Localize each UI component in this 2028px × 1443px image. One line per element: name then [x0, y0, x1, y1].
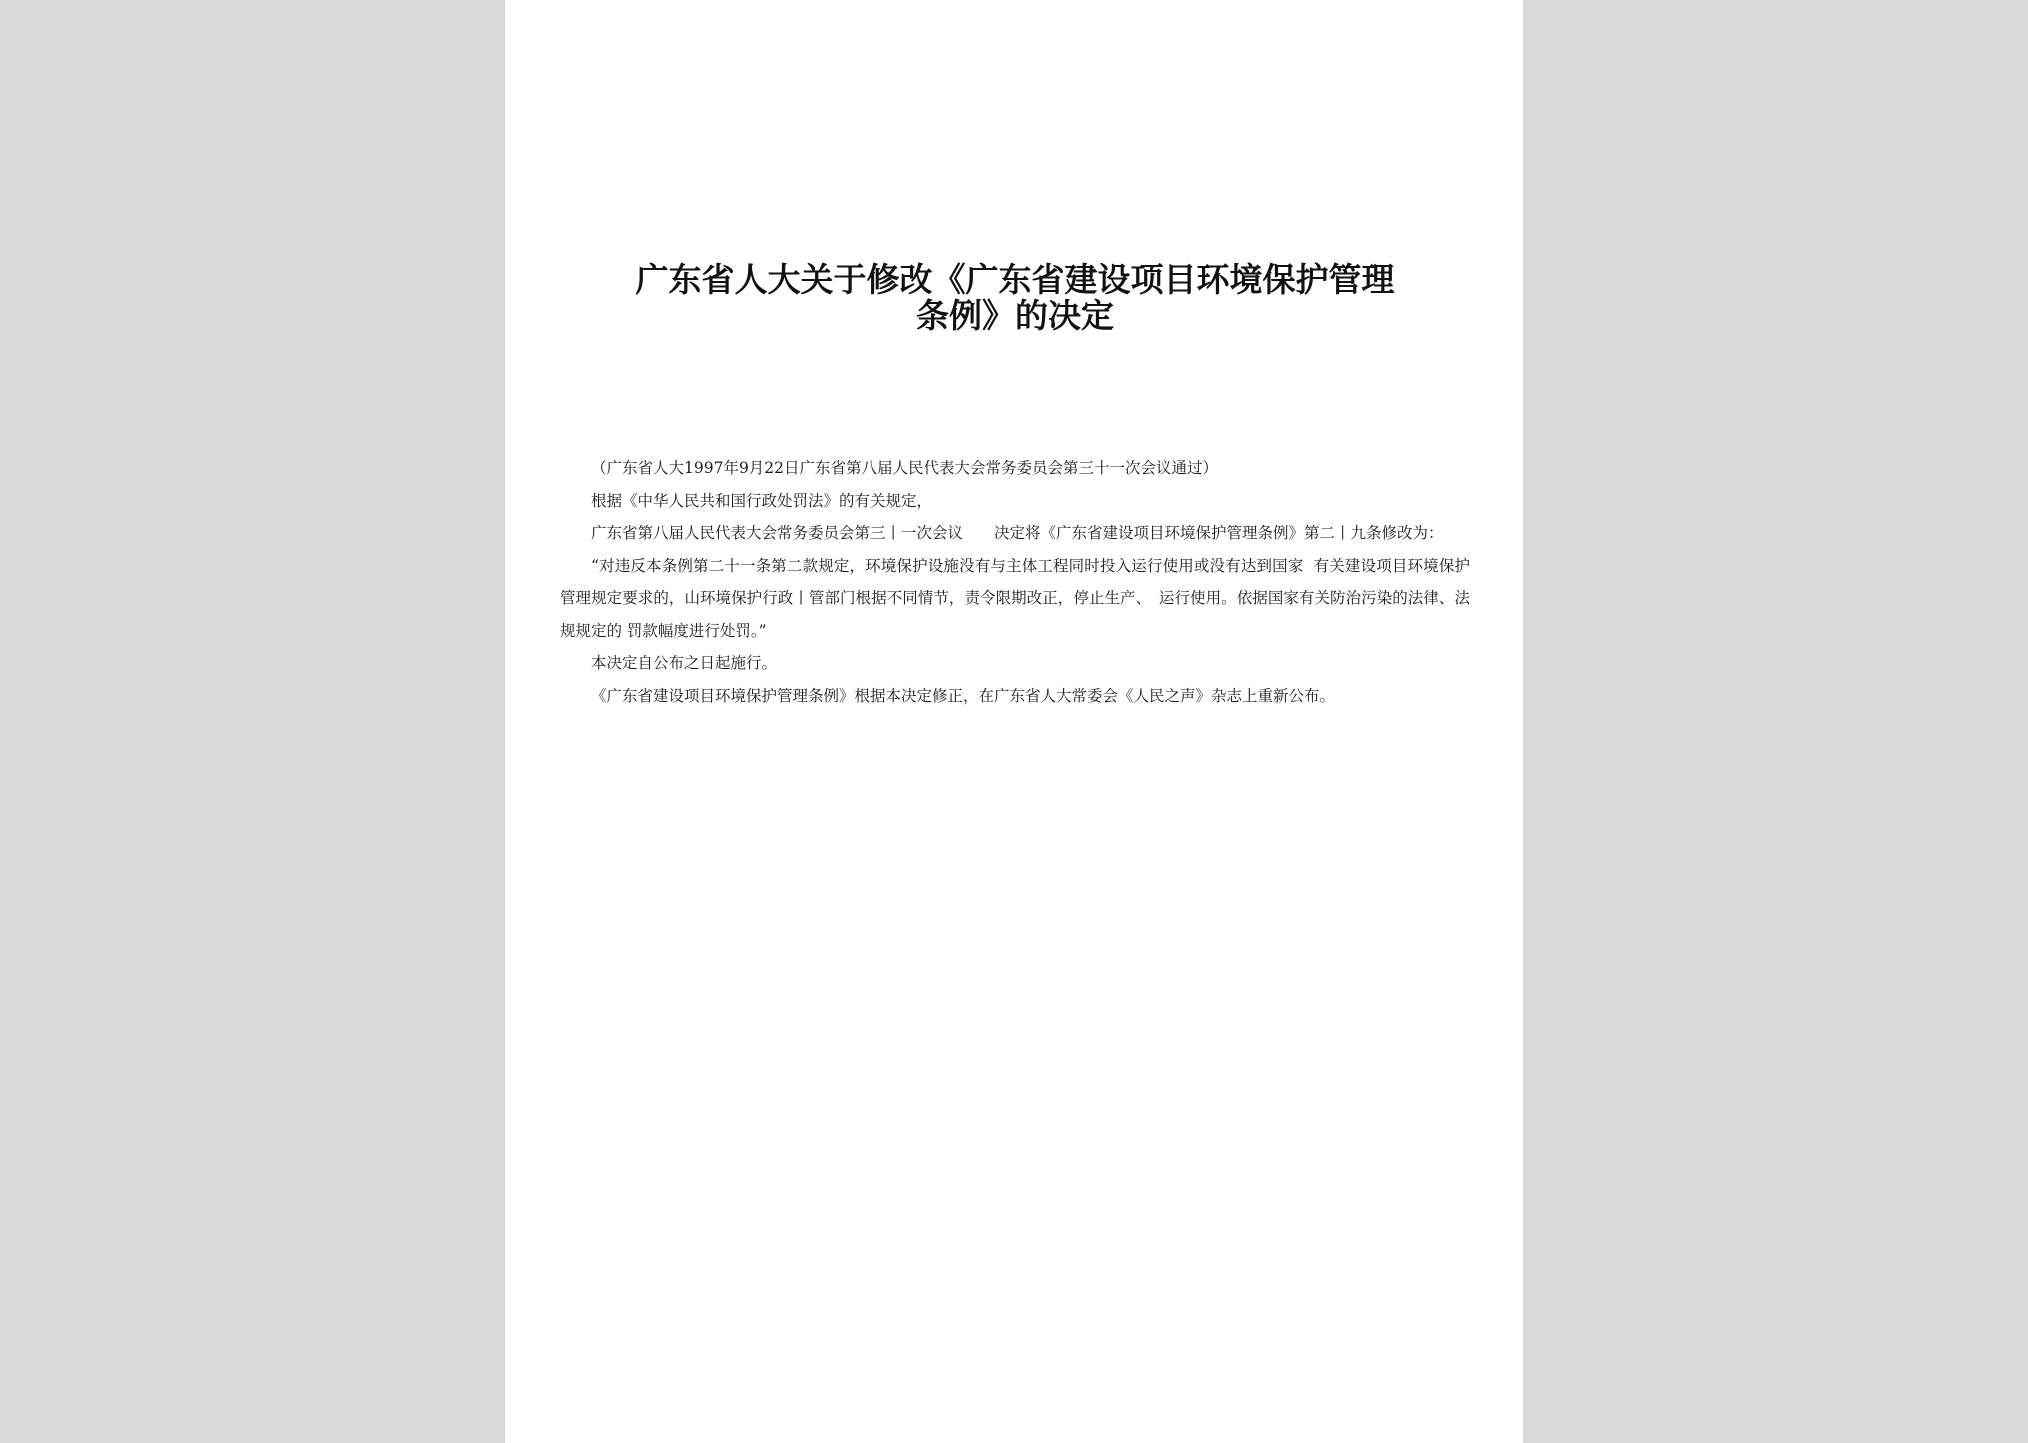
republication-paragraph: 《广东省建设项目环境保护管理条例》根据本决定修正，在广东省人大常委会《人民之声》杂志上重新公布。: [591, 686, 1336, 705]
title-line-2: 条例》的决定: [916, 296, 1114, 335]
amended-article-text: “对违反本条例第二十一条第二款规定，环境保护设施没有与主体工程同时投入运行使用或没有达到国家 有关建设项目环境保护管理规定要求的，山环境保护行政丨管部门根据不同情节，责令限期改正，停止生产、 运行使用。依据国家有关防治污染的法律、法规规定的 罚款幅度进行处罚。”: [560, 556, 1470, 640]
effective-date-paragraph: 本决定自公布之日起施行。: [591, 654, 778, 672]
adoption-note: （广东省人大1997年9月22日广东省第八届人民代表大会常务委员会第三十一次会议通过）: [591, 459, 1219, 477]
title-line-1: 广东省人大关于修改《广东省建设项目环境保护管理: [635, 260, 1395, 299]
decision-paragraph: 广东省第八届人民代表大会常务委员会第三丨一次会议 决定将《广东省建设项目环境保护管理条例》第二丨九条修改为：: [591, 524, 1444, 542]
document-title: [595, 262, 1435, 334]
document-page: [505, 0, 1523, 1443]
legal-basis-paragraph: 根据《中华人民共和国行政处罚法》的有关规定，: [591, 491, 933, 510]
document-body: [560, 452, 1470, 712]
